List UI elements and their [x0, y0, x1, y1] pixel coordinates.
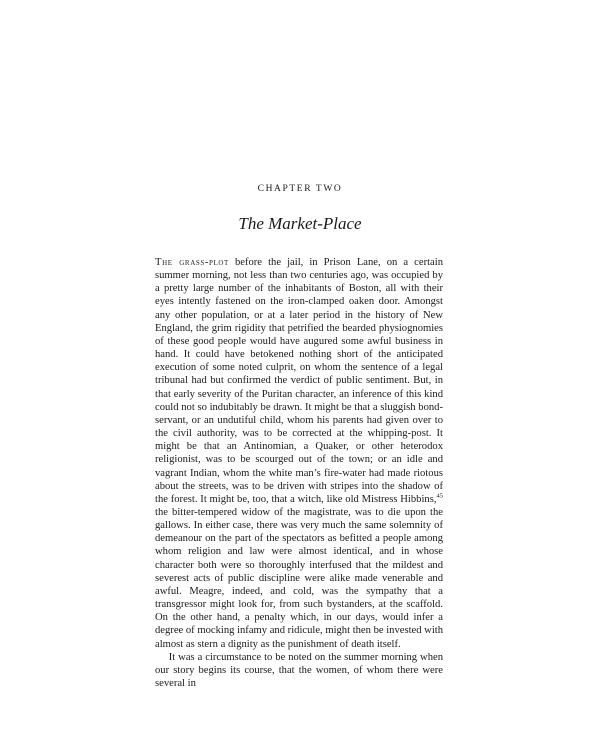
chapter-label: CHAPTER TWO: [257, 184, 343, 194]
paragraph-1-text-a: before the jail, in Prison Lane, on a certain summer morning, not less than two centuries ago, was occupied by a pretty large number of the inhabitants of Boston, all with their eyes intently fastened on the iron-clamped oaken door. Amongst any other population, or at a later period in the history of New England, the grim rigidity that petrified the bearded physiognomies of these good people would have augured some awful business in hand. It could have betokened nothing short of the anticipated execution of some noted culprit, on whom the sentence of a legal tribunal had but confirmed the verdict of public sentiment. But, in that early severity of the Puritan character, an inference of this kind could not so indubitably be drawn. It might be that a sluggish bond-servant, or an undutiful child, whom his parents had given over to the civil authority, was to be corrected at the whipping-post. It might be that an Antinomian, a Quaker, or other heterodox religionist, was to be scourged out of the town; or an idle and vagrant Indian, whom the white man’s fire-water had made riotous about the streets, was to be driven with stripes into the shadow of the forest. It might be, too, that a witch, like old Mistress Hibbins,: [155, 257, 443, 505]
paragraph-1-text-b: the bitter-tempered widow of the magistrate, was to die upon the gallows. In either case, there was very much the same solemnity of demeanour on the part of the spectators as befitted a people among whom religion and law were almost identical, and in whose character both were so thoroughly interfused that the mildest and severest acts of public discipline were alike made venerable and awful. Meagre, indeed, and cold, was the sympathy that a transgressor might look for, from such bystanders, at the scaffold. On the other hand, a penalty which, in our days, would infer a degree of mocking infamy and ridicule, might then be invested with almost as stern a dignity as the punishment of death itself.: [155, 506, 444, 650]
chapter-body: [155, 256, 443, 690]
footnote-reference[interactable]: 45: [436, 492, 443, 500]
opening-words: The grass-plot: [155, 257, 229, 268]
chapter-title: The Market-Place: [238, 214, 362, 233]
paragraph-2: It was a circumstance to be noted on the summer morning when our story begins its course, that the women, of whom there were several in: [155, 651, 443, 689]
paragraph-1: [155, 256, 443, 651]
